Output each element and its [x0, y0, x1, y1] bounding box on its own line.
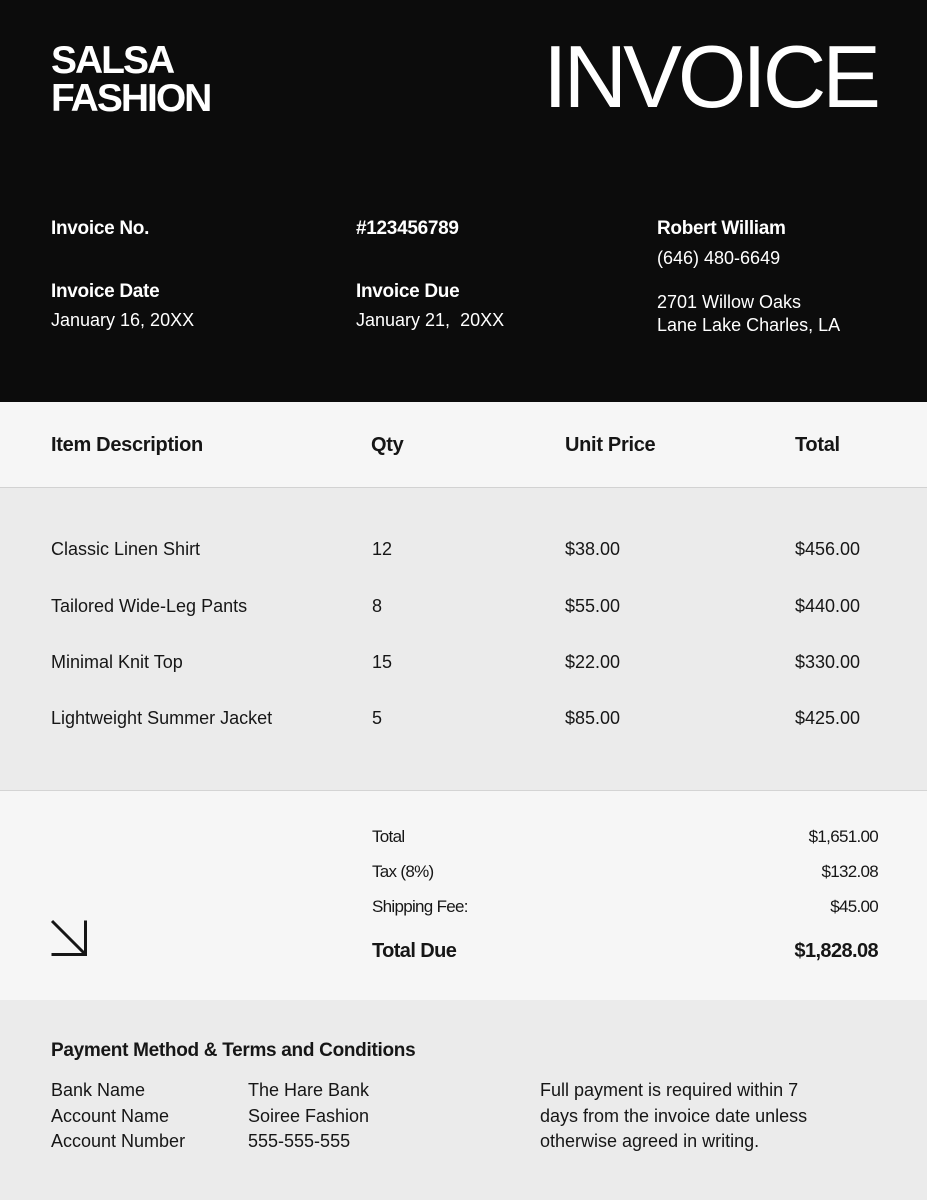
items-table-body: [0, 488, 927, 790]
column-header-unit-price: Unit Price: [565, 434, 656, 456]
client-phone: (646) 480-6649: [657, 248, 781, 268]
total-due-label: Total Due: [372, 940, 457, 962]
table-row: [0, 652, 927, 676]
item-total: $456.00: [795, 539, 861, 559]
table-row: [0, 708, 927, 732]
table-row: [0, 596, 927, 620]
item-qty: 8: [372, 596, 383, 616]
item-description: Lightweight Summer Jacket: [51, 708, 273, 728]
subtotal-label: Total: [372, 827, 405, 846]
payment-terms: Full payment is required within 7 days from the invoice date unless otherwise agreed in writing.: [540, 1080, 808, 1151]
tax-label: Tax (8%): [372, 862, 434, 881]
client-name: Robert William: [657, 218, 786, 239]
payment-title: Payment Method & Terms and Conditions: [51, 1040, 416, 1061]
item-qty: 5: [372, 708, 383, 728]
tax-value: $132.08: [821, 862, 878, 881]
bank-name-label: Bank Name: [51, 1080, 146, 1100]
company-name-line1: SALSA: [51, 39, 174, 82]
item-description: Tailored Wide-Leg Pants: [51, 596, 248, 616]
account-name: Soiree Fashion: [248, 1105, 370, 1126]
company-logo: [51, 39, 211, 120]
column-header-description: Item Description: [51, 434, 203, 456]
invoice-date: January 16, 20XX: [51, 310, 195, 330]
client-address-line1: 2701 Willow Oaks: [657, 292, 802, 312]
arrow-down-right-icon: [50, 919, 88, 957]
item-unit-price: $85.00: [565, 708, 621, 728]
company-name-line2: FASHION: [51, 77, 211, 120]
item-qty: 15: [372, 652, 393, 672]
bank-name: The Hare Bank: [248, 1080, 370, 1100]
column-header-qty: Qty: [371, 434, 404, 456]
account-number-label: Account Number: [51, 1131, 186, 1151]
item-unit-price: $55.00: [565, 596, 621, 616]
item-unit-price: $38.00: [565, 539, 621, 559]
payment-section: [0, 1000, 927, 1200]
invoice-number-label: Invoice No.: [51, 218, 150, 239]
invoice-header: [0, 0, 927, 402]
item-qty: 12: [372, 539, 393, 559]
payment-values: [248, 1078, 369, 1155]
item-total: $440.00: [795, 596, 861, 616]
account-name-label: Account Name: [51, 1105, 170, 1126]
payment-labels: [51, 1078, 185, 1155]
subtotal-value: $1,651.00: [808, 827, 878, 846]
item-unit-price: $22.00: [565, 652, 621, 672]
shipping-value: $45.00: [830, 897, 878, 916]
items-table-header: [0, 402, 927, 488]
shipping-label: Shipping Fee:: [372, 897, 468, 916]
table-row: [0, 539, 927, 563]
item-total: $425.00: [795, 708, 861, 728]
invoice-number: #123456789: [356, 218, 459, 239]
item-description: Classic Linen Shirt: [51, 539, 201, 559]
column-header-total: Total: [795, 434, 840, 456]
totals-section: [0, 790, 927, 1000]
invoice-due-label: Invoice Due: [356, 281, 460, 302]
client-address: [657, 291, 840, 337]
item-description: Minimal Knit Top: [51, 652, 183, 672]
document-title: INVOICE: [543, 27, 877, 126]
client-address-line2: Lane Lake Charles, LA: [657, 315, 841, 335]
item-total: $330.00: [795, 652, 861, 672]
total-due-value: $1,828.08: [794, 940, 878, 962]
account-number: 555-555-555: [248, 1131, 351, 1151]
invoice-due-date: January 21, 20XX: [356, 310, 505, 330]
invoice-date-label: Invoice Date: [51, 281, 160, 302]
